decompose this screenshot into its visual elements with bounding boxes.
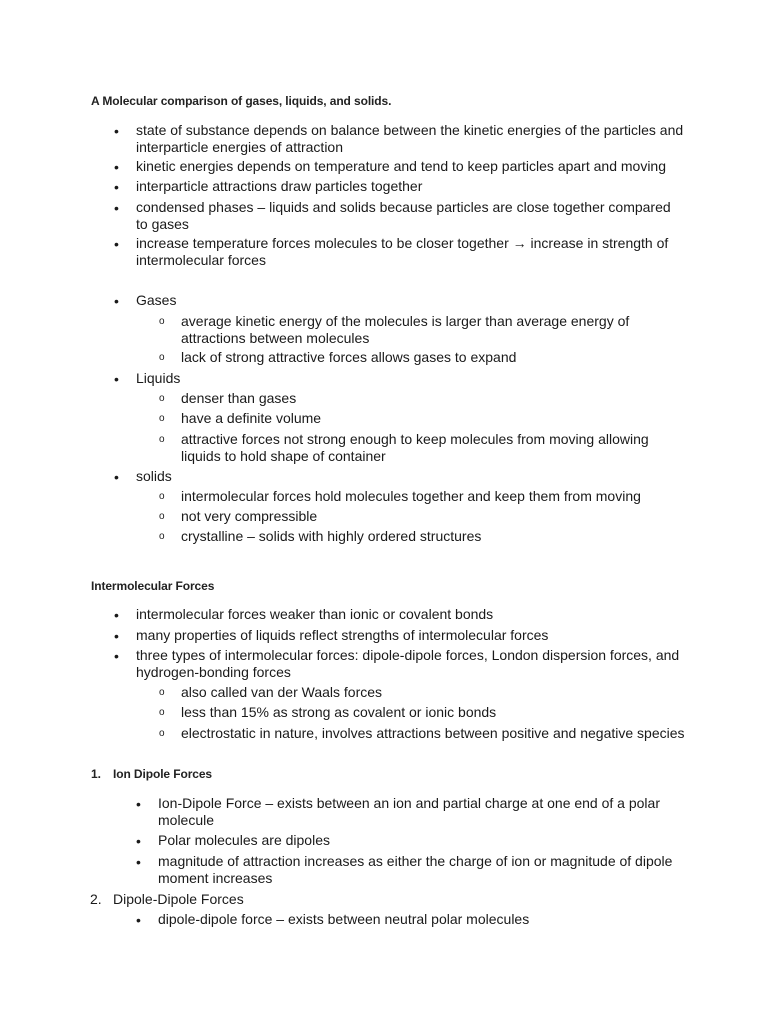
sub-bullet-marker: o (159, 707, 165, 718)
sub-bullet-marker: o (159, 352, 165, 363)
list-item: many properties of liquids reflect strengths of intermolecular forces (136, 627, 549, 643)
bullet-marker: • (114, 607, 119, 623)
sub-bullet-marker: o (159, 316, 165, 327)
sub-bullet-marker: o (159, 531, 165, 542)
list-item: three types of intermolecular forces: dipole-dipole forces, London dispersion forces, and hydrogen-bonding forces (136, 647, 680, 680)
subsection-heading-ion-dipole: Ion Dipole Forces (113, 767, 212, 781)
bullet-marker: • (114, 648, 119, 664)
bullet-marker: • (114, 628, 119, 644)
bullet-marker: • (136, 833, 141, 849)
bullet-marker: • (114, 159, 119, 175)
bullet-marker: • (114, 179, 119, 195)
phase-label-solids: solids (136, 468, 172, 484)
bullet-marker: • (114, 469, 119, 485)
list-item: also called van der Waals forces (181, 684, 383, 700)
bullet-marker: • (114, 200, 119, 216)
list-item: increase temperature forces molecules to be closer together → increase in strength of intermolecular forces (136, 235, 669, 268)
subsection-heading-dipole-dipole: Dipole-Dipole Forces (113, 891, 244, 907)
sub-bullet-marker: o (159, 434, 165, 445)
number-marker: 1. (91, 767, 102, 781)
list-item: average kinetic energy of the molecules is larger than average energy of attractions between molecules (181, 313, 630, 346)
sub-bullet-marker: o (159, 413, 165, 424)
sub-bullet-marker: o (159, 393, 165, 404)
list-item: intermolecular forces hold molecules together and keep them from moving (181, 488, 641, 504)
list-item: less than 15% as strong as covalent or ionic bonds (181, 704, 497, 720)
bullet-marker: • (136, 796, 141, 812)
phase-label-gases: Gases (136, 292, 177, 308)
bullet-marker: • (136, 912, 141, 928)
bullet-marker: • (114, 123, 119, 139)
bullet-marker: • (114, 293, 119, 309)
list-item: dipole-dipole force – exists between neutral polar molecules (158, 911, 530, 927)
list-item: state of substance depends on balance between the kinetic energies of the particles and interparticle energies of attraction (136, 122, 684, 155)
list-item: lack of strong attractive forces allows gases to expand (181, 349, 517, 365)
list-item: electrostatic in nature, involves attractions between positive and negative species (181, 725, 685, 741)
section-heading-molecular-comparison: A Molecular comparison of gases, liquids, and solids. (91, 94, 392, 108)
bullet-marker: • (136, 854, 141, 870)
list-item: Ion-Dipole Force – exists between an ion and partial charge at one end of a polar molecule (158, 795, 660, 828)
list-item: condensed phases – liquids and solids because particles are close together compared to gases (136, 199, 671, 232)
sub-bullet-marker: o (159, 687, 165, 698)
sub-bullet-marker: o (159, 491, 165, 502)
list-item: crystalline – solids with highly ordered structures (181, 528, 482, 544)
list-item: have a definite volume (181, 410, 322, 426)
bullet-marker: • (114, 371, 119, 387)
list-item: magnitude of attraction increases as either the charge of ion or magnitude of dipole moment increases (158, 853, 673, 886)
list-item: interparticle attractions draw particles together (136, 178, 423, 194)
list-item: not very compressible (181, 508, 318, 524)
list-item: intermolecular forces weaker than ionic or covalent bonds (136, 606, 494, 622)
sub-bullet-marker: o (159, 511, 165, 522)
list-item: kinetic energies depends on temperature and tend to keep particles apart and moving (136, 158, 667, 174)
bullet-marker: • (114, 236, 119, 252)
section-heading-intermolecular-forces: Intermolecular Forces (91, 579, 215, 593)
phase-label-liquids: Liquids (136, 370, 181, 386)
number-marker: 2. (90, 891, 102, 907)
list-item: denser than gases (181, 390, 297, 406)
list-item: attractive forces not strong enough to keep molecules from moving allowing liquids to hold shape of container (181, 431, 649, 464)
list-item: Polar molecules are dipoles (158, 832, 330, 848)
sub-bullet-marker: o (159, 728, 165, 739)
